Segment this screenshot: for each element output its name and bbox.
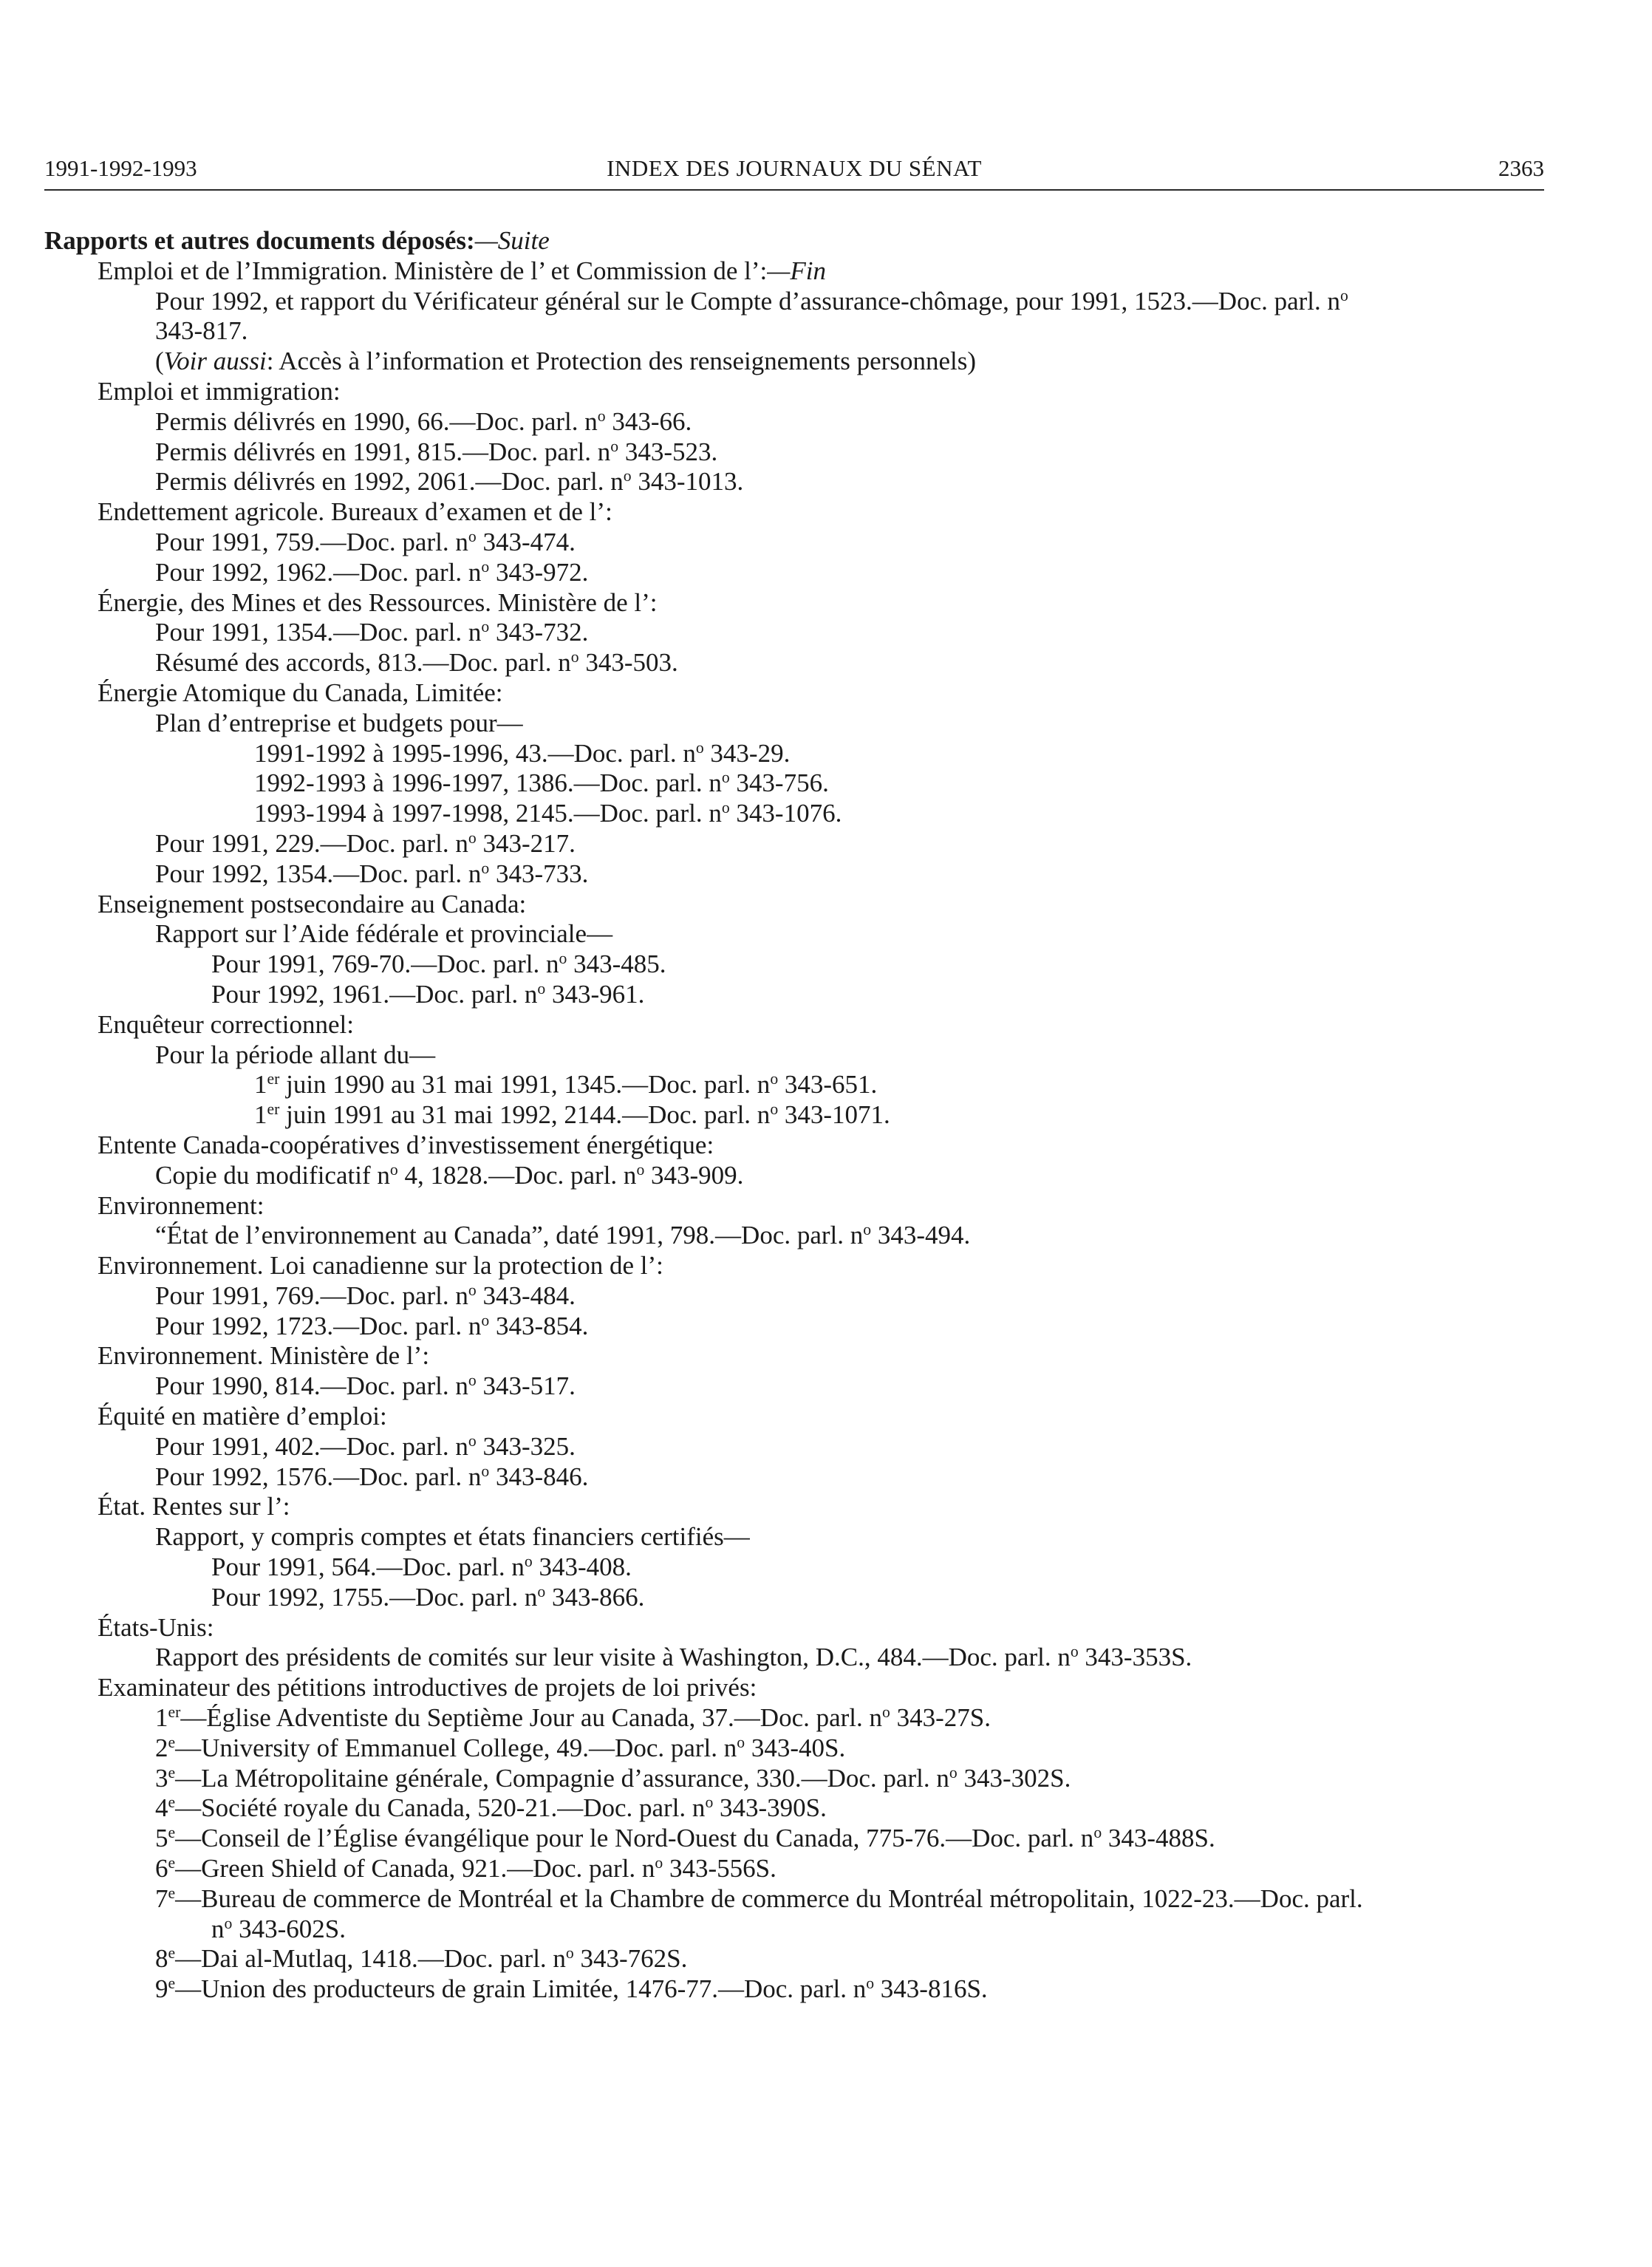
entry-line: Pour 1991, 564.—Doc. parl. $n^o$ 343-408. xyxy=(211,1552,632,1582)
entry-heading: Équité en matière d’emploi: xyxy=(98,1402,387,1431)
entry-heading: Emploi et de l’Immigration. Ministère de l’ et Commission de l’:—Fin xyxy=(98,256,827,285)
entry-heading: Énergie, des Mines et des Ressources. Ministère de l’: xyxy=(98,587,658,617)
header-years: 1991-1992-1993 xyxy=(44,155,197,181)
entry-line: Résumé des accords, 813.—Doc. parl. $n^o$ 343-503. xyxy=(155,648,678,678)
entry-line: Permis délivrés en 1990, 66.—Doc. parl. $n^o$ 343-66. xyxy=(155,406,692,436)
entry-subheading: Pour la période allant du— xyxy=(155,1040,436,1069)
entry-line: Pour 1990, 814.—Doc. parl. $n^o$ 343-517. xyxy=(155,1371,576,1401)
entry-line: Pour 1991, 769-70.—Doc. parl. $n^o$ 343-485. xyxy=(211,950,666,979)
entry-heading: Entente Canada-coopératives d’investissement énergétique: xyxy=(98,1130,714,1159)
entry-heading: Enseignement postsecondaire au Canada: xyxy=(98,889,527,918)
entry-line: 1993-1994 à 1997-1998, 2145.—Doc. parl. $n^o$ 343-1076. xyxy=(254,799,842,828)
entry-heading: Emploi et immigration: xyxy=(98,376,341,406)
numbered-item: 2e—University of Emmanuel College, 49.—Doc. parl. $n^o$ 343-40S. xyxy=(155,1733,846,1762)
entry-line: Pour 1991, 229.—Doc. parl. $n^o$ 343-217. xyxy=(155,828,576,858)
entry-subheading: Rapport, y compris comptes et états financiers certifiés— xyxy=(155,1522,750,1552)
header-rule xyxy=(44,189,1544,191)
entry-line: Pour 1991, 1354.—Doc. parl. $n^o$ 343-732. xyxy=(155,618,589,647)
entry-subheading: Plan d’entreprise et budgets pour— xyxy=(155,708,523,737)
page-number: 2363 xyxy=(1498,155,1544,181)
numbered-item-continuation: $n^o$ 343-602S. xyxy=(211,1914,346,1943)
numbered-item: 9e—Union des producteurs de grain Limitée, 1476-77.—Doc. parl. $n^o$ 343-816S. xyxy=(155,1974,988,2004)
entry-heading: Environnement. Loi canadienne sur la protection de l’: xyxy=(98,1251,663,1281)
entry-line: Pour 1992, 1961.—Doc. parl. $n^o$ 343-961. xyxy=(211,979,645,1009)
numbered-item: 5e—Conseil de l’Église évangélique pour le Nord-Ouest du Canada, 775-76.—Doc. parl. $n^o$ 343-488S. xyxy=(155,1824,1215,1853)
entry-line: 1992-1993 à 1996-1997, 1386.—Doc. parl. $n^o$ 343-756. xyxy=(254,768,829,798)
entry-line: Permis délivrés en 1992, 2061.—Doc. parl. $n^o$ 343-1013. xyxy=(155,467,744,497)
running-header xyxy=(44,146,1544,191)
entry-heading: Environnement: xyxy=(98,1190,264,1220)
entry-line: Pour 1992, 1354.—Doc. parl. $n^o$ 343-733. xyxy=(155,859,589,888)
numbered-item: 4e—Société royale du Canada, 520-21.—Doc. parl. $n^o$ 343-390S. xyxy=(155,1793,827,1823)
entry-subheading: Rapport sur l’Aide fédérale et provinciale— xyxy=(155,919,613,949)
entry-line: 1er juin 1991 au 31 mai 1992, 2144.—Doc. parl. $n^o$ 343-1071. xyxy=(254,1100,890,1130)
entry-heading: Endettement agricole. Bureaux d’examen et de l’: xyxy=(98,497,612,527)
see-also-note: (Voir aussi: Accès à l’information et Protection des renseignements personnels) xyxy=(155,347,976,376)
entry-line: Permis délivrés en 1991, 815.—Doc. parl. $n^o$ 343-523. xyxy=(155,437,718,466)
numbered-item: 6e—Green Shield of Canada, 921.—Doc. parl. $n^o$ 343-556S. xyxy=(155,1854,776,1884)
index-body xyxy=(44,226,1552,2005)
entry-heading: Enquêteur correctionnel: xyxy=(98,1009,354,1039)
numbered-item: 8e—Dai al-Mutlaq, 1418.—Doc. parl. $n^o$ 343-762S. xyxy=(155,1944,688,1974)
numbered-item: 3e—La Métropolitaine générale, Compagnie d’assurance, 330.—Doc. parl. $n^o$ 343-302S. xyxy=(155,1763,1071,1793)
header-title: INDEX DES JOURNAUX DU SÉNAT xyxy=(607,155,982,181)
entry-line: “État de l’environnement au Canada”, daté 1991, 798.—Doc. parl. $n^o$ 343-494. xyxy=(155,1221,971,1250)
section-heading: Rapports et autres documents déposés:—Suite xyxy=(44,226,550,255)
entry-line: Pour 1991, 769.—Doc. parl. $n^o$ 343-484. xyxy=(155,1281,576,1310)
entry-line: Pour 1992, 1723.—Doc. parl. $n^o$ 343-854. xyxy=(155,1311,589,1340)
entry-line: Pour 1992, 1576.—Doc. parl. $n^o$ 343-846. xyxy=(155,1462,589,1491)
entry-line-continuation: 343-817. xyxy=(155,316,248,346)
entry-line: Pour 1991, 759.—Doc. parl. $n^o$ 343-474. xyxy=(155,527,576,556)
entry-line: Pour 1992, 1755.—Doc. parl. $n^o$ 343-866. xyxy=(211,1582,645,1612)
entry-heading: Énergie Atomique du Canada, Limitée: xyxy=(98,678,503,707)
entry-heading: Examinateur des pétitions introductives de projets de loi privés: xyxy=(98,1673,757,1702)
entry-line: 1er juin 1990 au 31 mai 1991, 1345.—Doc. parl. $n^o$ 343-651. xyxy=(254,1070,878,1100)
entry-heading: État. Rentes sur l’: xyxy=(98,1492,290,1521)
entry-line: 1991-1992 à 1995-1996, 43.—Doc. parl. $n^o$ 343-29. xyxy=(254,738,791,768)
entry-line: Pour 1992, et rapport du Vérificateur général sur le Compte d’assurance-chômage, pour 1991, 1523.—Doc. parl. $n^o$ xyxy=(155,286,1348,316)
entry-line: Pour 1992, 1962.—Doc. parl. $n^o$ 343-972. xyxy=(155,557,589,587)
entry-line: Copie du modificatif $n^o$ 4, 1828.—Doc. parl. $n^o$ 343-909. xyxy=(155,1160,744,1190)
entry-line: Pour 1991, 402.—Doc. parl. $n^o$ 343-325. xyxy=(155,1431,576,1461)
entry-line: Rapport des présidents de comités sur leur visite à Washington, D.C., 484.—Doc. parl. $n^o$ 343-353S. xyxy=(155,1643,1192,1672)
numbered-item: 1er—Église Adventiste du Septième Jour au Canada, 37.—Doc. parl. $n^o$ 343-27S. xyxy=(155,1703,991,1733)
entry-heading: États-Unis: xyxy=(98,1612,214,1642)
entry-heading: Environnement. Ministère de l’: xyxy=(98,1341,430,1371)
numbered-item: 7e—Bureau de commerce de Montréal et la Chambre de commerce du Montréal métropolitain, 1022-23.—Doc. parl. xyxy=(155,1884,1363,1913)
